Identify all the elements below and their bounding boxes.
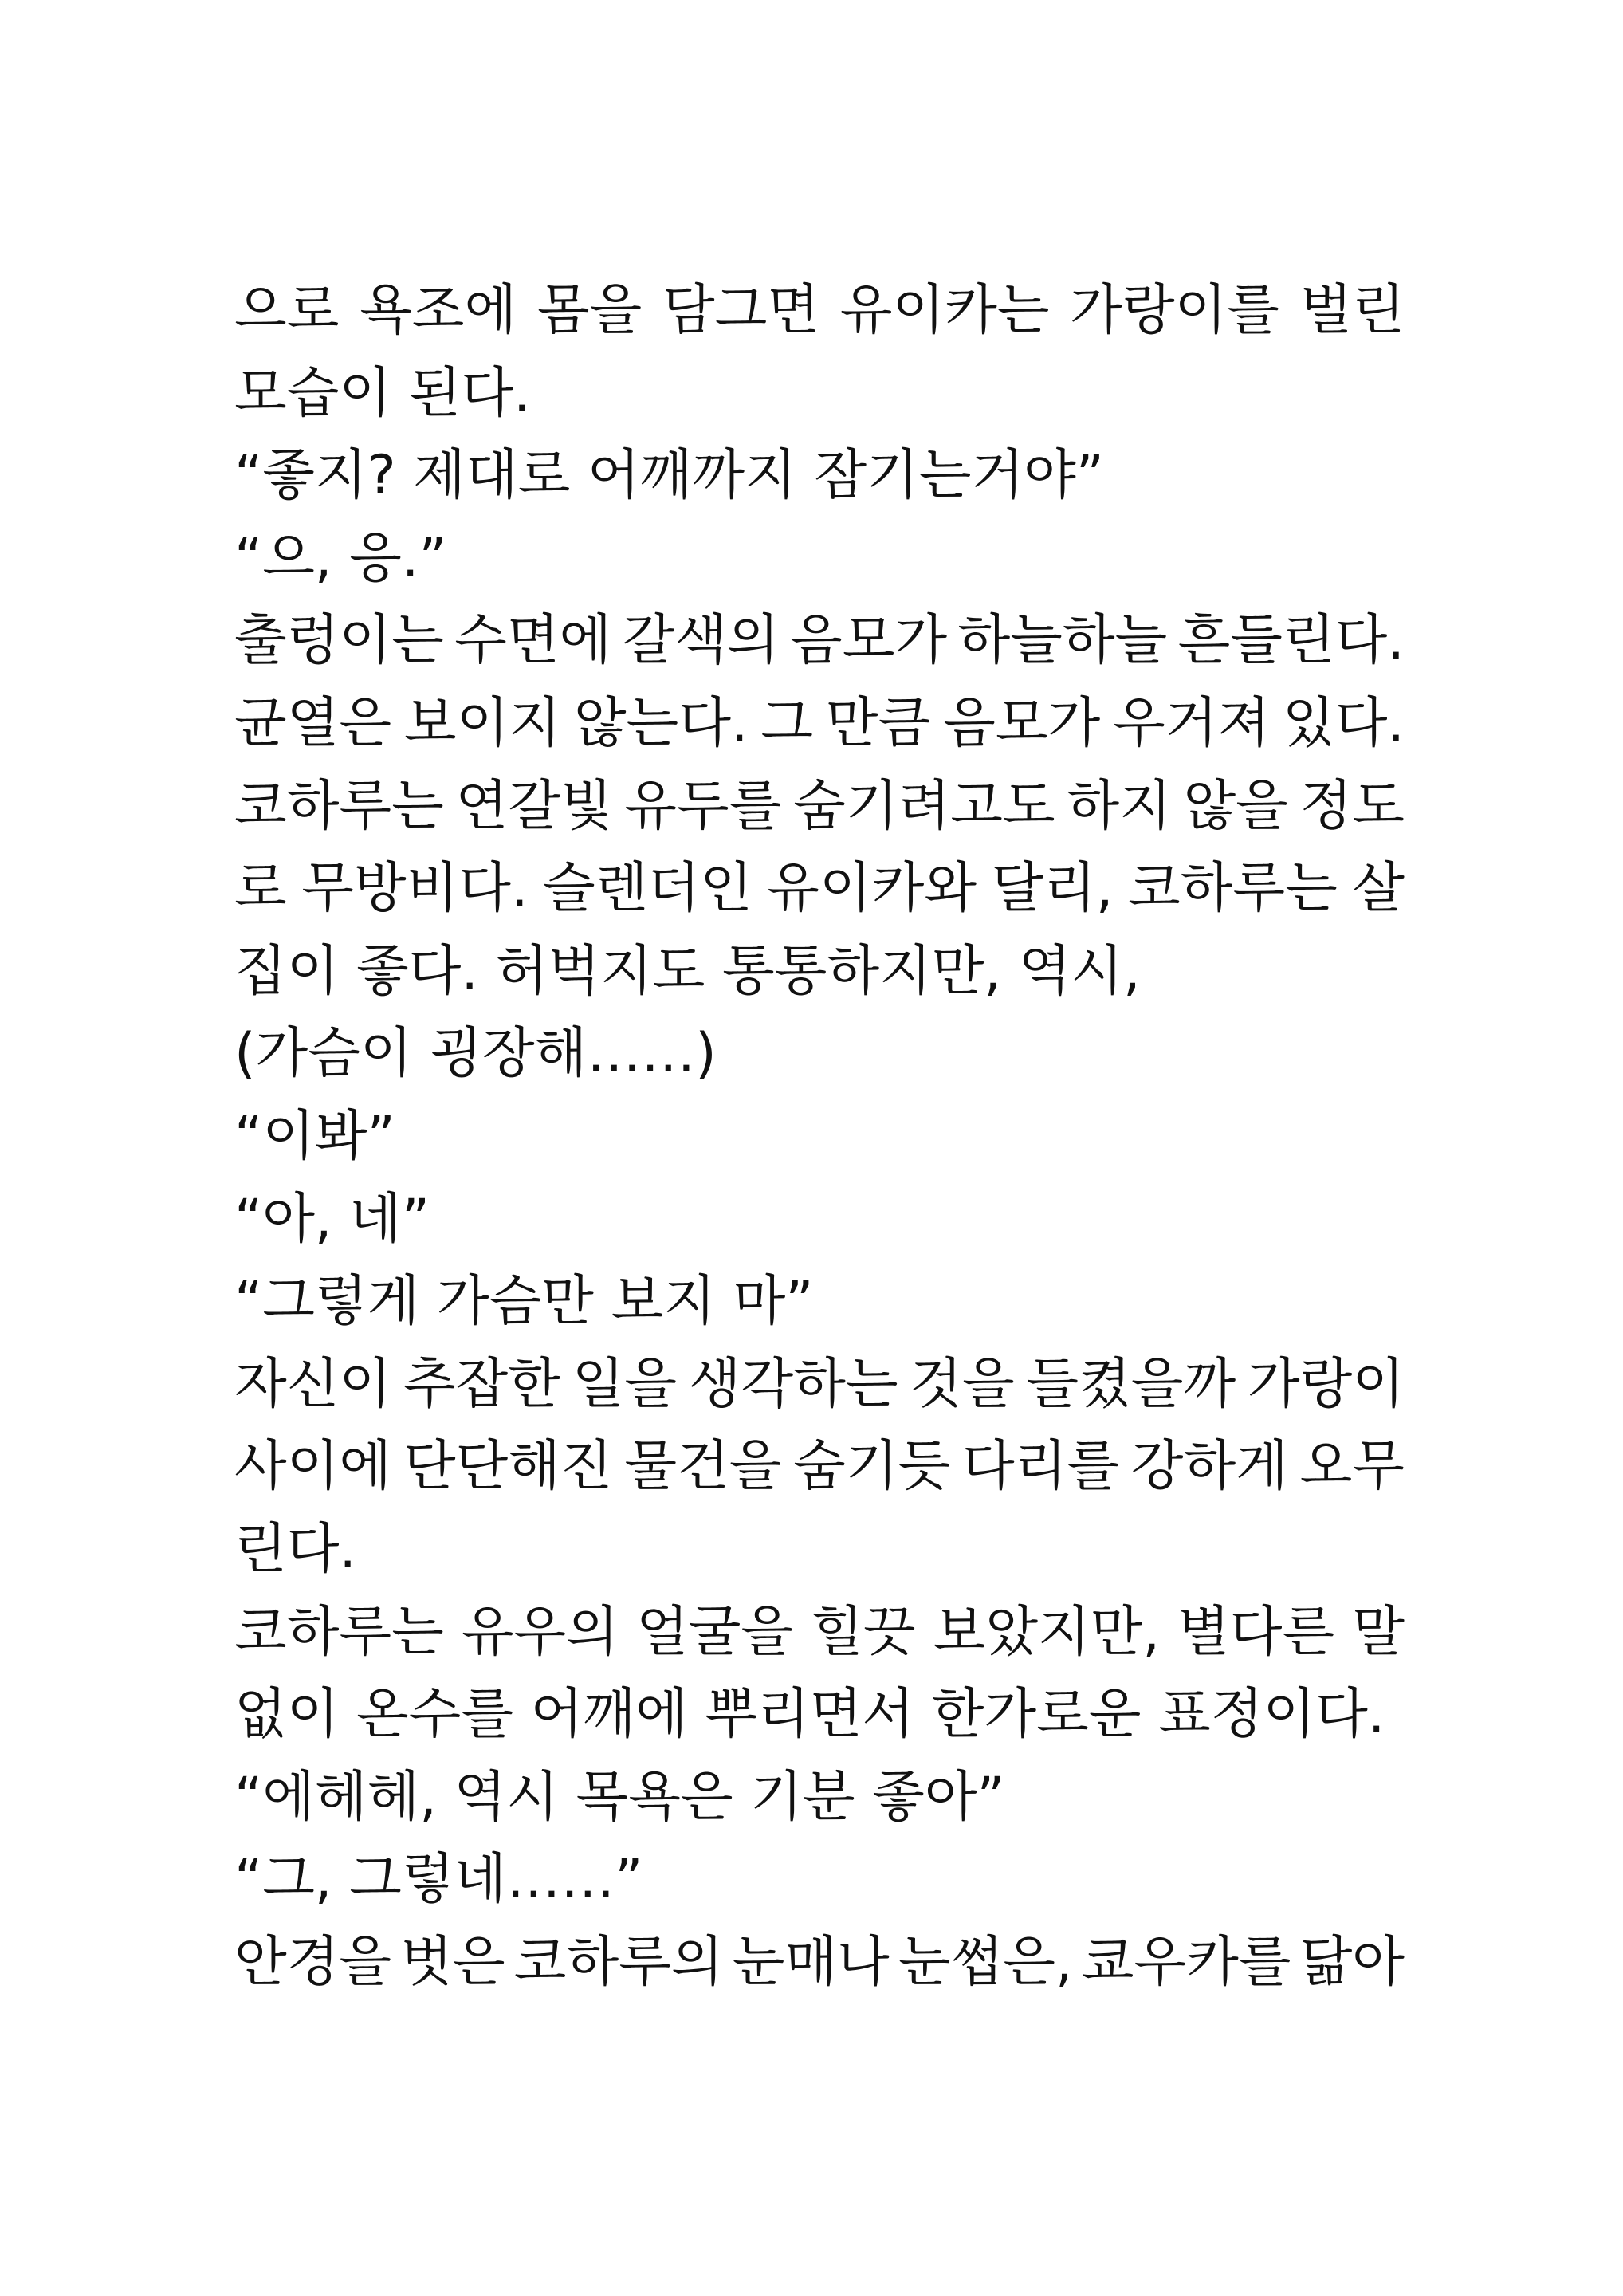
word: 오무 (1299, 1435, 1405, 1499)
text-line-12: “아, 네” (234, 1187, 430, 1251)
text-line-3: “좋지? 제대로 어깨까지 잠기는거야” (234, 444, 1105, 508)
text-line-5 (234, 600, 1405, 682)
word: 하지 (1067, 774, 1172, 838)
word: 흔들린다. (1177, 609, 1405, 673)
word: 자신이 (234, 1352, 392, 1416)
word: 얼굴을 (636, 1600, 794, 1664)
word: 물건을 (624, 1435, 782, 1499)
word: 것을 (910, 1352, 1015, 1416)
word: 살 (1352, 857, 1405, 921)
word: 추잡한 (403, 1352, 560, 1416)
word: 으로 (234, 279, 340, 342)
word: 유두를 (624, 774, 782, 838)
word: 음모가 (943, 691, 1101, 755)
word: 그 (760, 691, 814, 755)
word: 닮아 (1299, 1930, 1405, 1994)
word: 슬렌더인 (543, 857, 753, 921)
word: 않을 (1183, 774, 1288, 838)
word: 말 (1352, 1600, 1405, 1664)
word: 유우의 (461, 1600, 619, 1664)
word: 음모가 (790, 609, 948, 673)
word: 힐끗 (811, 1600, 916, 1664)
word: 로 (234, 857, 287, 921)
word: 몸을 (536, 279, 643, 342)
text-line-15 (234, 1425, 1405, 1508)
word: 우거져 (1113, 691, 1271, 755)
text-line-21 (234, 1921, 1405, 2004)
word: 출렁이는 (234, 609, 444, 673)
word: 단단해진 (403, 1435, 613, 1499)
text-line-16: 린다. (234, 1517, 356, 1581)
word: 연갈빛 (455, 774, 613, 838)
text-line-17 (234, 1591, 1405, 1674)
text-line-19: “에헤헤, 역시 목욕은 기분 좋아” (234, 1765, 1005, 1829)
word: 다리를 (961, 1435, 1120, 1499)
word: 눈매나 (732, 1930, 890, 1994)
body-text (234, 269, 1405, 2003)
word: 사이에 (234, 1435, 392, 1499)
text-line-13: “그렇게 가슴만 보지 마” (234, 1270, 814, 1334)
word: 생각하는 (688, 1352, 898, 1416)
word: 수면에 (454, 609, 612, 673)
word: 코하루의 (513, 1930, 724, 1994)
text-line-20: “그, 그렇네……” (234, 1848, 643, 1912)
word: 안경을 (234, 1930, 392, 1994)
text-line-2: 모습이 된다. (234, 361, 531, 425)
text-line-4: “으, 응.” (234, 526, 447, 590)
text-line-10: (가슴이 굉장해……) (234, 1022, 717, 1086)
word: 보이지 (403, 691, 561, 755)
text-line-8 (234, 847, 1405, 930)
word: 눈썹은, (898, 1930, 1073, 1994)
text-line-11: “이봐” (234, 1104, 395, 1168)
word: 무방비다. (301, 857, 529, 921)
word: 벌린 (1299, 279, 1405, 342)
word: 숨기듯 (793, 1435, 951, 1499)
word: 갈색의 (622, 609, 780, 673)
word: 보았지만, (933, 1600, 1160, 1664)
word: 균열은 (234, 691, 392, 755)
word: 벗은 (400, 1930, 505, 1994)
word: 하늘하늘 (957, 609, 1168, 673)
text-line-9: 집이 좋다. 허벅지도 통통하지만, 역시, (234, 939, 1141, 1003)
word: 별다른 (1177, 1600, 1335, 1664)
word: 쿄우카를 (1081, 1930, 1291, 1994)
word: 들켰을까 (1026, 1352, 1236, 1416)
word: 가랑이를 (1070, 279, 1279, 342)
word: 정도 (1299, 774, 1405, 838)
word: 않는다. (573, 691, 749, 755)
word: 유이카와 (767, 857, 977, 921)
word: 달리, (991, 857, 1114, 921)
word: 강하게 (1130, 1435, 1288, 1499)
word: 가랑이 (1247, 1352, 1405, 1416)
word: 일을 (572, 1352, 678, 1416)
word: 만큼 (825, 691, 931, 755)
text-line-1 (234, 269, 1405, 352)
word: 담그면 (662, 279, 819, 342)
text-line-18: 없이 온수를 어깨에 뿌리면서 한가로운 표정이다. (234, 1683, 1385, 1747)
word: 코하루는 (1128, 857, 1338, 921)
text-line-7 (234, 765, 1405, 848)
word: 욕조에 (360, 279, 517, 342)
word: 있다. (1283, 691, 1405, 755)
text-line-14 (234, 1343, 1405, 1426)
word: 숨기려고도 (793, 774, 1055, 838)
text-line-6 (234, 682, 1405, 765)
word: 코하루는 (234, 774, 444, 838)
word: 코하루는 (234, 1600, 444, 1664)
word: 유이카는 (839, 279, 1050, 342)
